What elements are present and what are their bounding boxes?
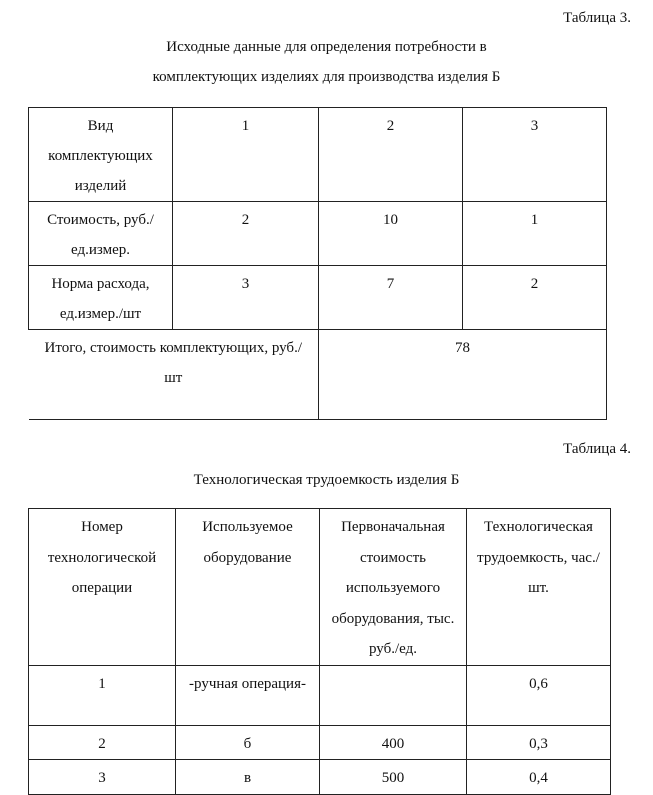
header-cell: Номер технологической операции [29, 509, 176, 666]
table-row [29, 509, 611, 666]
header-cell: Технологическая трудоемкость, час./шт. [467, 509, 611, 666]
table-row [29, 108, 607, 202]
table-row [29, 725, 611, 760]
table-cell: 3 [463, 108, 607, 202]
table-cell: 2 [463, 266, 607, 330]
table4-label: Таблица 4. [563, 441, 631, 457]
table4-title: Технологическая трудоемкость изделия Б [193, 472, 460, 488]
table-cell: в [176, 760, 320, 795]
table-cell: 2 [319, 108, 463, 202]
table-cell: 2 [29, 725, 176, 760]
total-label-cell: Итого, стоимость комплектующих, руб./шт [29, 330, 319, 420]
table-row [29, 760, 611, 795]
table-cell: Вид комплектующих изделий [29, 108, 173, 202]
table-cell: 3 [173, 266, 319, 330]
table-row [29, 330, 607, 420]
table-cell: 10 [319, 202, 463, 266]
table3 [28, 107, 607, 420]
table-cell: 400 [320, 725, 467, 760]
header-cell: Используемое оборудование [176, 509, 320, 666]
table-cell: 0,6 [467, 665, 611, 725]
table3-label: Таблица 3. [563, 10, 631, 26]
table-row [29, 266, 607, 330]
table-cell: Норма расхода, ед.измер./шт [29, 266, 173, 330]
table-cell: б [176, 725, 320, 760]
table-cell: 1 [173, 108, 319, 202]
table-cell: 0,3 [467, 725, 611, 760]
table-cell: Стоимость, руб./ед.измер. [29, 202, 173, 266]
total-value-cell: 78 [319, 330, 607, 420]
table-cell: -ручная операция- [176, 665, 320, 725]
table-cell: 1 [463, 202, 607, 266]
header-cell: Первоначальная стоимость используемого оборудования, тыс. руб./ед. [320, 509, 467, 666]
table-cell: 2 [173, 202, 319, 266]
table-cell [320, 665, 467, 725]
table-cell: 7 [319, 266, 463, 330]
table4 [28, 508, 611, 795]
table-row [29, 202, 607, 266]
table3-title-line2: комплектующих изделиях для производства изделия Б [152, 69, 501, 85]
table3-title-line1: Исходные данные для определения потребности в [166, 39, 487, 55]
table-cell: 1 [29, 665, 176, 725]
table-cell: 500 [320, 760, 467, 795]
table-cell: 0,4 [467, 760, 611, 795]
table-row [29, 665, 611, 725]
table-cell: 3 [29, 760, 176, 795]
